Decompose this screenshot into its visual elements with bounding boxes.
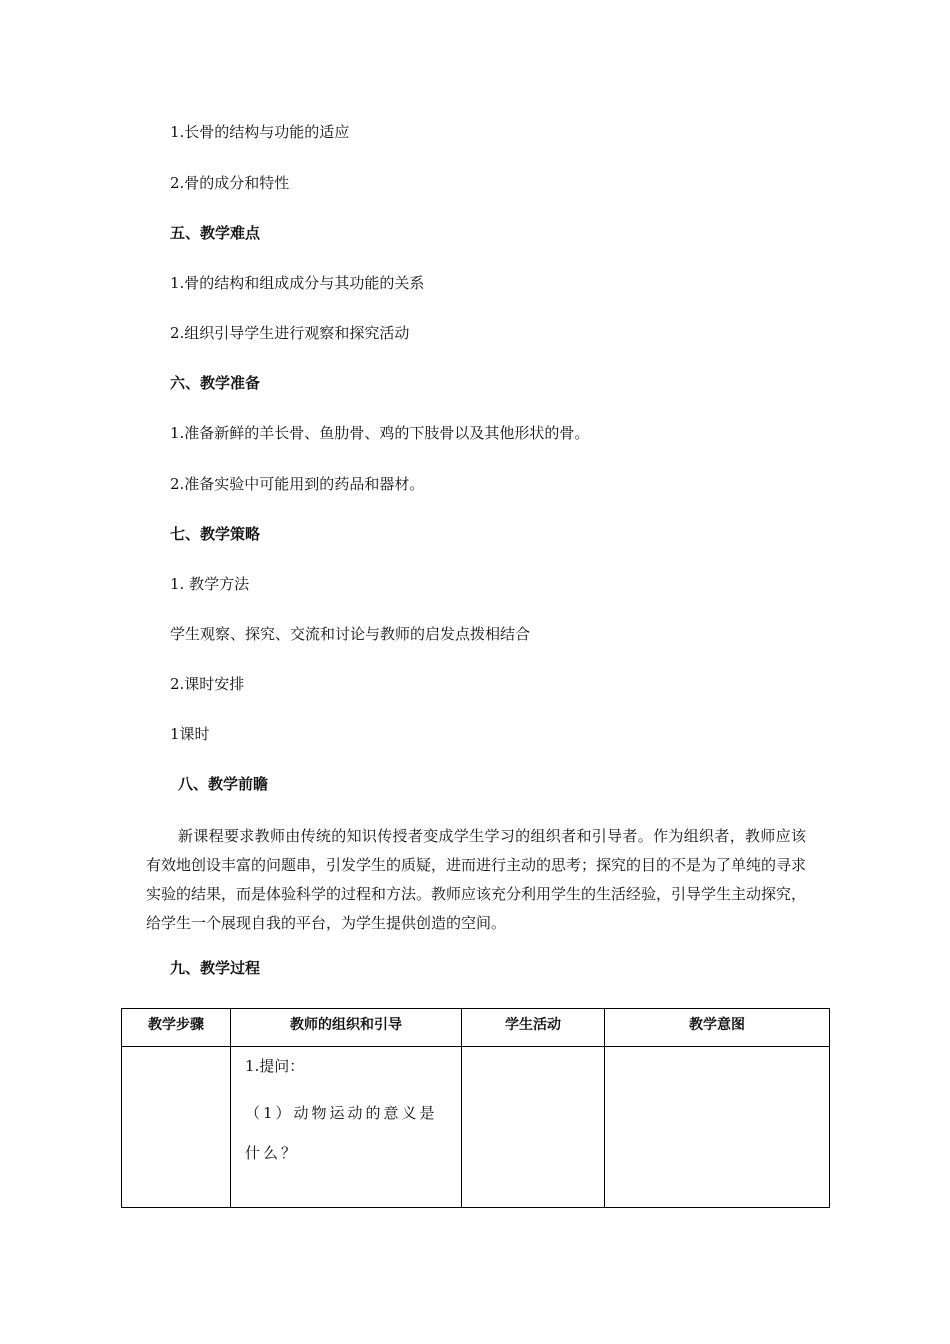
- section-heading-difficulties: 五、教学难点: [170, 224, 261, 242]
- guidance-ask-label: 1.提问：: [245, 1057, 305, 1075]
- outlook-paragraph-text: 新课程要求教师由传统的知识传授者变成学生学习的组织者和引导者。作为组织者，教师应该有效地创设丰富的问题串，引发学生的质疑，进而进行主动的思考；探究的目的不是为了单纯的寻求实验的结果，而是体验科学的过程和方法。教师应该充分利用学生的生活经验，引导学生主动探究，给学生一个展现自我的平台，为学生提供创造的空间。: [146, 827, 807, 932]
- item-guide-observation: 2.组织引导学生进行观察和探究活动: [170, 324, 410, 342]
- header-teaching-intent: 教学意图: [605, 1009, 830, 1047]
- item-class-hours: 2.课时安排: [170, 675, 245, 693]
- cell-step: [122, 1047, 231, 1208]
- guidance-question: （1）动物运动的意义是什么？: [245, 1104, 438, 1162]
- item-bone-composition: 2.骨的成分和特性: [170, 174, 290, 192]
- teaching-process-table: [121, 1008, 830, 1208]
- item-prepare-materials: 2.准备实验中可能用到的药品和器材。: [170, 475, 425, 493]
- item-class-hours-value: 1课时: [170, 725, 210, 743]
- header-teacher-guidance: 教师的组织和引导: [231, 1009, 462, 1047]
- item-teaching-method: 1. 教学方法: [170, 575, 250, 593]
- item-method-description: 学生观察、探究、交流和讨论与教师的启发点拨相结合: [170, 625, 531, 643]
- section-heading-outlook: 八、教学前瞻: [178, 775, 269, 793]
- header-teaching-step: 教学步骤: [122, 1009, 231, 1047]
- item-prepare-bones: 1.准备新鲜的羊长骨、鱼肋骨、鸡的下肢骨以及其他形状的骨。: [170, 424, 590, 442]
- table-header-row: [122, 1009, 830, 1047]
- section-heading-strategy: 七、教学策略: [170, 525, 261, 543]
- cell-teacher-guidance: [231, 1047, 462, 1208]
- header-student-activity: 学生活动: [462, 1009, 605, 1047]
- section-heading-preparation: 六、教学准备: [170, 374, 261, 392]
- item-bone-function-relation: 1.骨的结构和组成成分与其功能的关系: [170, 274, 425, 292]
- outlook-paragraph: [146, 822, 806, 938]
- cell-student-activity: [462, 1047, 605, 1208]
- section-heading-process: 九、教学过程: [170, 959, 261, 977]
- item-long-bone-structure: 1.长骨的结构与功能的适应: [170, 123, 350, 141]
- table-row: [122, 1047, 830, 1208]
- cell-teaching-intent: [605, 1047, 830, 1208]
